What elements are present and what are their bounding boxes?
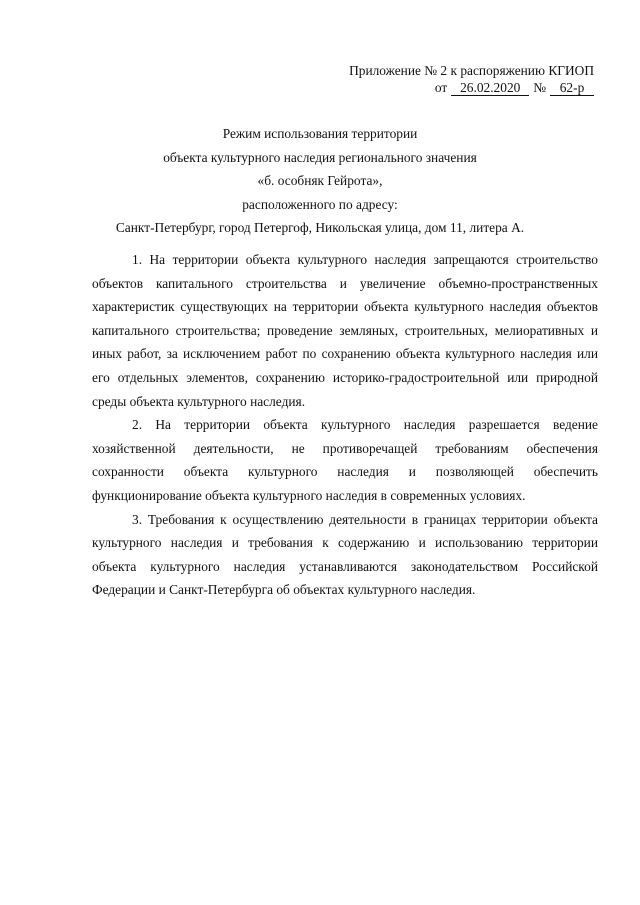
paragraph-2: 2. На территории объекта культурного наследия разрешается ведение хозяйственной деятельности, не противоречащей требованиям обеспечения сохранности объекта культурного наследия и позволяющей обеспечить функционирование объекта культурного наследия в современных условиях. [92, 417, 598, 503]
paragraph-1: 1. На территории объекта культурного наследия запрещаются строительство объектов капитального строительства и увеличение объемно-пространственных характеристик существующих на территории объекта культурного наследия объектов капитального строительства; проведение земляных, строительных, мелиоративных и иных работ, за исключением работ по сохранению объекта культурного наследия или его отдельных элементов, сохранению историко-градостроительной или природной среды объекта культурного наследия. [92, 252, 598, 409]
title-line-1: Режим использования территории [222, 126, 418, 141]
document-header [349, 62, 594, 96]
order-date: 26.02.2020 [451, 81, 529, 96]
appendix-reference: Приложение № 2 к распоряжению КГИОП [349, 63, 594, 78]
from-label: от [434, 80, 448, 95]
document-title [0, 122, 640, 240]
document-body [92, 248, 598, 602]
title-line-2: объекта культурного наследия регионального значения [163, 149, 477, 165]
order-date-number [349, 79, 594, 96]
title-line-4: расположенного по адресу: [242, 196, 398, 212]
number-label: № [533, 80, 546, 95]
order-number: 62-р [550, 81, 594, 96]
title-line-5: Санкт-Петербург, город Петергоф, Никольская улица, дом 11, литера А. [115, 220, 525, 236]
title-line-3: «б. особняк Гейрота», [257, 173, 383, 189]
paragraph-3: 3. Требования к осуществлению деятельности в границах территории объекта культурного наследия и требования к содержанию и использованию территории объекта культурного наследия устанавливаются законодательством Российской Федерации и Санкт-Петербурга об объектах культурного наследия. [92, 511, 598, 598]
